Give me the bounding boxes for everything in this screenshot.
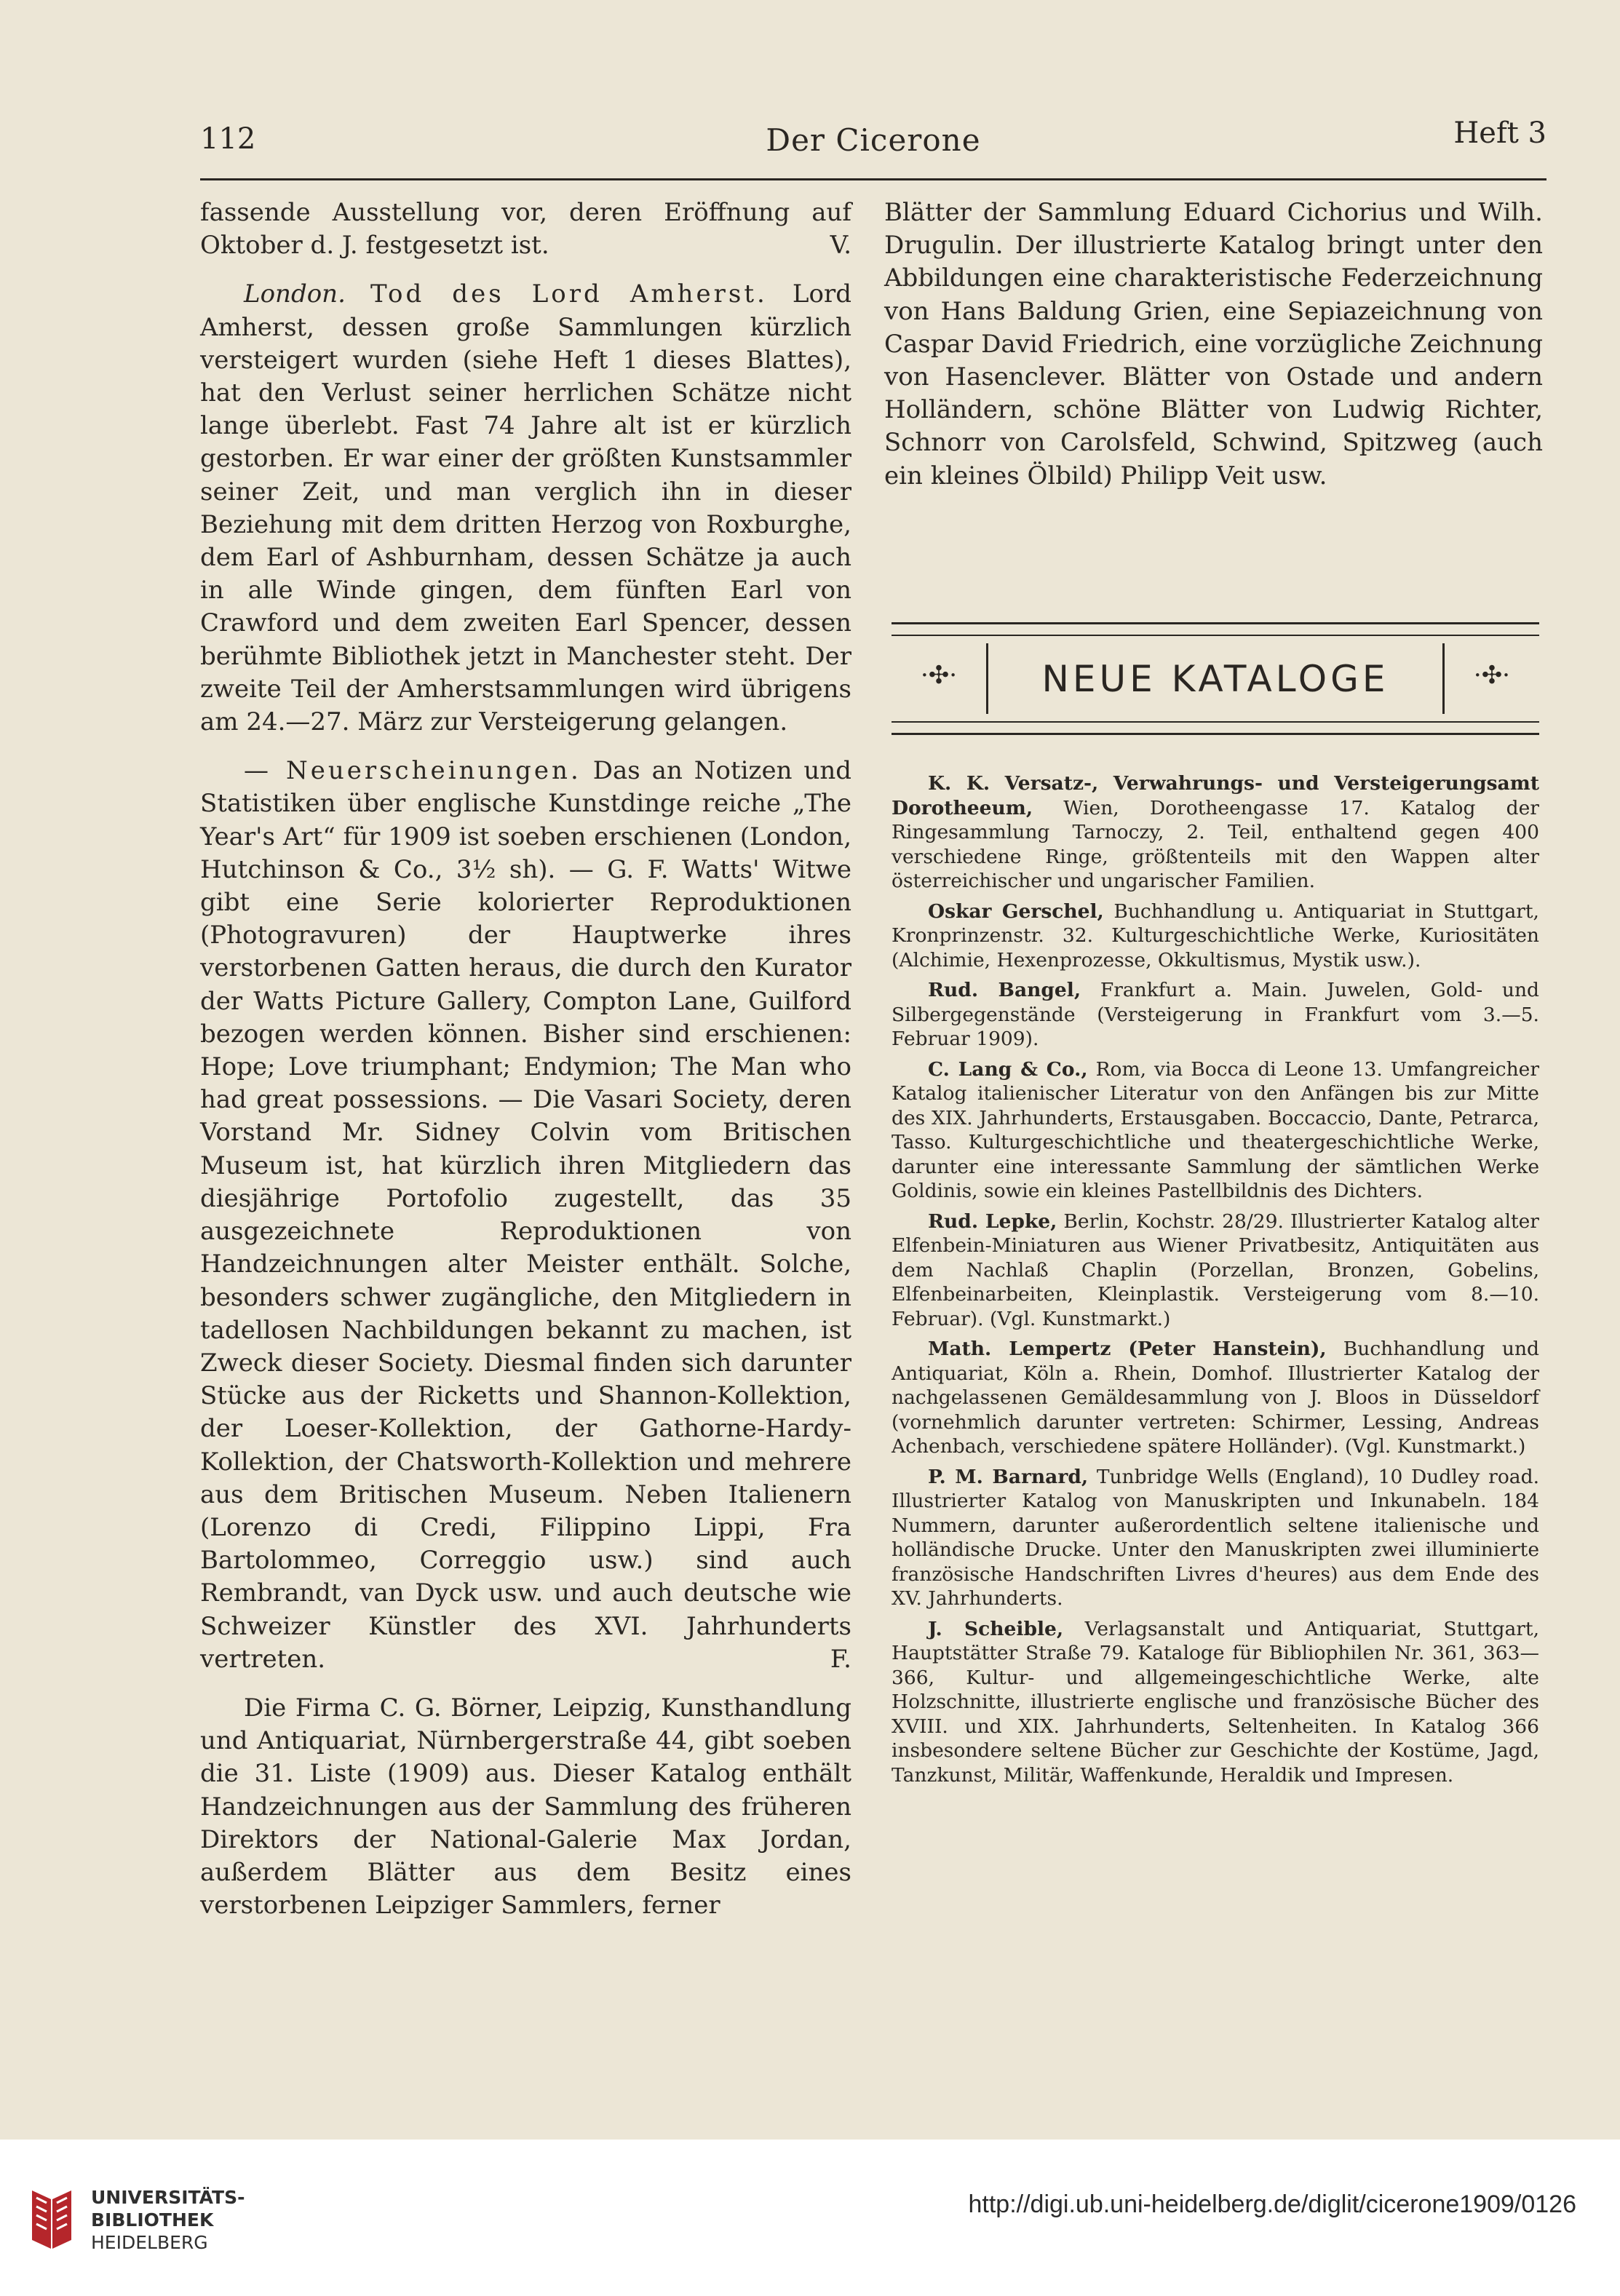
section-heading-box <box>892 622 1539 735</box>
library-name-line: UNIVERSITÄTS- <box>91 2187 245 2208</box>
topic-lead: Tod des Lord Amherst. <box>370 279 768 309</box>
source-url-link[interactable]: http://digi.ub.uni-heidelberg.de/diglit/cicerone1909/0126 <box>968 2190 1576 2218</box>
paragraph-text: Das an Notizen und Statistiken über englische Kunstdinge reiche „The Year's Art“ für 1909 ist soeben erschienen (London, Hutchinson & Co., 3½ sh). — G. F. Watts' Witwe gibt eine Serie kolorierter Reproduktionen (Photogravuren) der Hauptwerke ihres verstorbenen Gatten heraus, die durch den Kurator der Watts Picture Gallery, Compton Lane, Guilford bezogen werden können. Bisher sind erschienen: Hope; Love triumphant; Endymion; The Man who had great possessions. — Die Vasari Society, deren Vorstand Mr. Sidney Colvin vom Britischen Museum ist, hat kürzlich ihren Mitgliedern das diesjährige Portofolio zugestellt, das 35 ausgezeichnete Reproduktionen von Handzeichnungen alter Meister enthält. Solche, besonders schwer zugängliche, den Mitgliedern in tadellosen Nachbildungen bekannt zu machen, ist Zweck dieser Society. Diesmal finden sich darunter Stücke aus der Ricketts und Shannon-Kollektion, der Loeser-Kollektion, der Gathorne-Hardy-Kollektion, der Chatsworth-Kollektion und mehrere aus dem Britischen Museum. Neben Italienern (Lorenzo di Credi, Filippino Lippi, Fra Bartolommeo, Correggio usw.) sind auch Rembrandt, van Dyck usw. und auch deutsche wie Schweizer Künstler des XVI. Jahrhunderts vertreten. <box>200 756 851 1674</box>
left-column <box>200 196 851 1922</box>
catalogue-entry <box>892 1337 1539 1459</box>
paragraph-continuation: Blätter der Sammlung Eduard Cichorius und Wilh. Drugulin. Der illustrierte Katalog bringt unter den Abbildungen eine charakteristische Federzeichnung von Hans Baldung Grien, eine Sepiazeichnung von Caspar David Friedrich, eine vorzügliche Zeichnung von Hasenclever. Blätter von Ostade und andern Holländern, schöne Blätter von Ludwig Richter, Schnorr von Carolsfeld, Schwind, Spitzweg (auch ein kleines Ölbild) Philipp Veit usw. <box>884 198 1543 490</box>
entry-text: Wien, Dorotheengasse 17. Katalog der Ringesammlung Tarnoczy, 2. Teil, enthaltend gegen 400 verschiedene Ringe, größtenteils mit den Wappen alter österreichischer und ungarischer Familien. <box>892 796 1539 892</box>
dealer-name: Oskar Gerschel, <box>928 899 1104 923</box>
place-lead: London. <box>244 279 346 309</box>
journal-title: Der Cicerone <box>766 122 981 158</box>
paragraph-new-publications <box>200 755 851 1676</box>
university-library-logo-icon <box>29 2183 74 2252</box>
ornament-icon: ·✣· <box>1473 661 1510 690</box>
entry-text: Verlagsanstalt und Antiquariat, Stuttgart, Hauptstätter Straße 79. Kataloge für Bibliophilen Nr. 361, 363—366, Kultur- und allgemeingeschichtliche Werke, alte Holzschnitte, illustrierte englische und französische Bücher des XVIII. und XIX. Jahrhunderts, Seltenheiten. In Katalog 366 insbesondere seltene Bücher zur Geschichte der Kostüme, Jagd, Tanzkunst, Militär, Waffenkunde, Heraldik und Impresen. <box>892 1617 1539 1787</box>
library-name-line: BIBLIOTHEK <box>91 2209 214 2231</box>
paragraph-boerner <box>200 1692 851 1922</box>
paragraph-exhibition <box>200 196 851 262</box>
catalogue-entry <box>892 1057 1539 1204</box>
entry-text: Tunbridge Wells (England), 10 Dudley road. Illustrierter Katalog von Manuskripten und Inkunabeln. 184 Nummern, darunter außerordentlich seltene italienische und holländische Drucke. Unter den Manuskripten zwei illuminierte französische Handschriften Livres d'heures) aus dem Ende des XV. Jahrhunderts. <box>892 1465 1539 1610</box>
entry-text: Buchhandlung und Antiquariat, Köln a. Rhein, Domhof. Illustrierter Katalog der nachgelassenen Gemäldesammlung von J. Bloos in Düsseldorf (vornehmlich darunter vertreten: Schirmer, Lessing, Andreas Achenbach, verschiedene spätere Holländer). (Vgl. Kunstmarkt.) <box>892 1338 1539 1458</box>
paragraph-text: Lord Amherst, dessen große Sammlungen kürzlich versteigert wurden (siehe Heft 1 dieses Blattes), hat den Verlust seiner herrlichen Schätze nicht lange überlebt. Fast 74 Jahre alt ist er kürzlich gestorben. Er war einer der größten Kunstsammler seiner Zeit, und man verglich ihn in dieser Beziehung mit dem dritten Herzog von Roxburghe, dem Earl of Ashburnham, dessen Schätze ja auch in alle Winde gingen, dem fünften Earl von Crawford und dem zweiten Earl Spencer, dessen berühmte Bibliothek jetzt in Manchester steht. Der zweite Teil der Amherstsammlungen wird übrigens am 24.—27. März zur Versteigerung gelangen. <box>200 279 851 737</box>
catalogue-entry <box>892 1465 1539 1611</box>
catalogue-entry <box>892 978 1539 1052</box>
paragraph-london <box>200 278 851 739</box>
dealer-name: K. K. Versatz-, Verwahrungs- und Versteigerungsamt Dorotheeum, <box>892 772 1539 819</box>
topic-lead: — Neuerscheinungen. <box>244 756 581 786</box>
header-rule <box>200 178 1546 180</box>
catalogue-entry <box>892 771 1539 894</box>
section-title: NEUE KATALOGE <box>1041 657 1389 700</box>
section-title-frame <box>986 643 1445 714</box>
right-column <box>884 196 1543 493</box>
dealer-name: Math. Lempertz (Peter Hanstein), <box>928 1338 1327 1360</box>
dealer-name: P. M. Barnard, <box>928 1465 1089 1488</box>
library-name <box>91 2186 245 2254</box>
dealer-name: C. Lang & Co., <box>928 1057 1088 1081</box>
dealer-name: Rud. Bangel, <box>928 979 1081 1001</box>
catalogue-entry <box>892 899 1539 973</box>
paragraph-text: Die Firma C. G. Börner, Leipzig, Kunsthandlung und Antiquariat, Nürnbergerstraße 44, gibt soeben die 31. Liste (1909) aus. Dieser Katalog enthält Handzeichnungen aus der Sammlung des früheren Direktors der National-Galerie Max Jordan, außerdem Blätter aus dem Besitz eines verstorbenen Leipziger Sammlers, ferner <box>200 1693 851 1920</box>
entry-text: Frankfurt a. Main. Juwelen, Gold- und Silbergegenstände (Versteigerung in Frankfurt vom 3.—5. Februar 1909). <box>892 979 1539 1050</box>
catalogue-list <box>892 771 1539 1793</box>
author-signature: V. <box>830 231 851 261</box>
page-number: 112 <box>200 122 256 156</box>
footer <box>0 2140 1620 2296</box>
dealer-name: J. Scheible, <box>928 1617 1064 1640</box>
entry-text: Berlin, Kochstr. 28/29. Illustrierter Katalog alter Elfenbein-Miniaturen aus Wiener Privatbesitz, Antiquitäten aus dem Nachlaß Chaplin (Porzellan, Bronzen, Gobelins, Elfenbeinarbeiten, Kleinplastik. Versteigerung vom 8.—10. Februar). (Vgl. Kunstmarkt.) <box>892 1209 1539 1330</box>
author-signature: F. <box>830 1644 851 1674</box>
paragraph-text: fassende Ausstellung vor, deren Eröffnung auf Oktober d. J. festgesetzt ist. <box>200 198 851 261</box>
issue-number: Heft 3 <box>1453 116 1546 150</box>
ornament-icon: ·✣· <box>921 661 958 690</box>
entry-text: Buchhandlung u. Antiquariat in Stuttgart, Kronprinzenstr. 32. Kulturgeschichtliche Werke, Kuriositäten (Alchimie, Hexenprozesse, Okkultismus, Mystik usw.). <box>892 899 1539 972</box>
library-name-line: HEIDELBERG <box>91 2232 208 2253</box>
running-head <box>200 116 1546 160</box>
catalogue-entry <box>892 1209 1539 1332</box>
box-rule <box>892 635 1539 636</box>
dealer-name: Rud. Lepke, <box>928 1209 1057 1233</box>
box-rule <box>892 721 1539 723</box>
entry-text: Rom, via Bocca di Leone 13. Umfangreicher Katalog italienischer Literatur von den Anfängen bis zur Mitte des XIX. Jahrhunderts, Erstausgaben. Boccaccio, Dante, Petrarca, Tasso. Kulturgeschichtliche und theatergeschichtliche Werke, darunter eine interessante Sammlung der sämtlichen Werke Goldinis, sowie ein kleines Pastellbildnis des Dichters. <box>892 1057 1539 1202</box>
catalogue-entry <box>892 1617 1539 1788</box>
